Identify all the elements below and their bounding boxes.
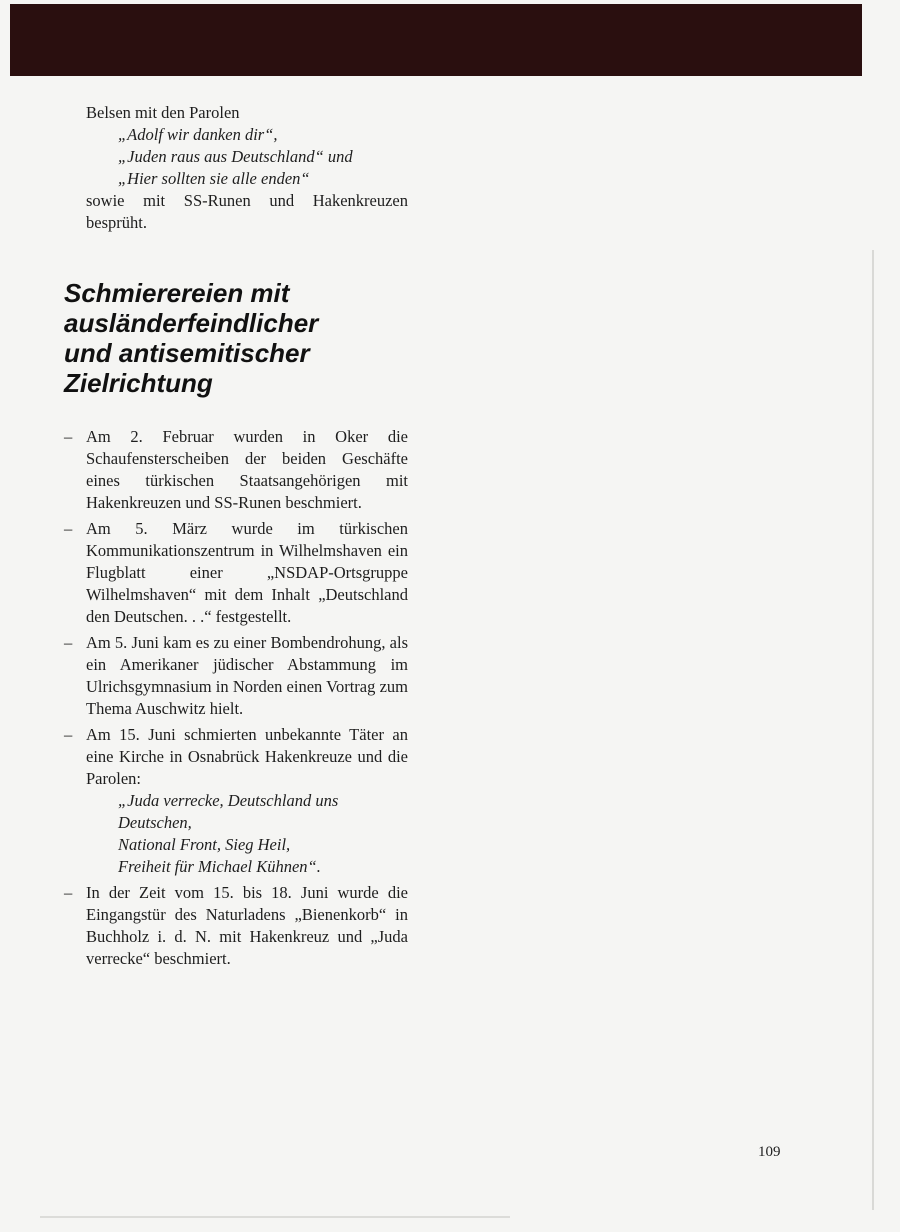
list-item (64, 426, 408, 514)
entry-quote-block (86, 790, 408, 878)
entry-quote-line: Freiheit für Michael Kühnen“. (118, 857, 321, 876)
heading-line: und antisemitischer (64, 338, 310, 368)
list-item (64, 518, 408, 628)
list-item (64, 882, 408, 970)
entry-text: Am 5. März wurde im türkischen Kommunikationszentrum in Wilhelmshaven ein Flugblatt einer „NSDAP-Ortsgruppe Wilhelmshaven“ mit dem Inhalt „Deutschland den Deutschen. . .“ festgestellt. (86, 519, 408, 626)
page-number: 109 (758, 1144, 781, 1160)
document-body (64, 102, 408, 974)
entry-text: Am 15. Juni schmierten unbekannte Täter an eine Kirche in Osnabrück Hakenkreuze und die Parolen: (86, 725, 408, 788)
page-edge-line (872, 250, 874, 1210)
top-dark-band (10, 4, 862, 76)
entry-text: Am 5. Juni kam es zu einer Bombendrohung, als ein Amerikaner jüdischer Abstammung im Ulrichsgymnasium in Norden einen Vortrag zum Thema Auschwitz hielt. (86, 633, 408, 718)
intro-line: Belsen mit den Parolen (86, 103, 240, 122)
entry-quote-line: „Juda verrecke, Deutschland uns Deutschen, (118, 791, 339, 832)
entry-quote-line: National Front, Sieg Heil, (118, 835, 291, 854)
intro-quote: „Hier sollten sie alle enden“ (118, 169, 310, 188)
list-dash: – (64, 633, 73, 652)
heading-line: ausländerfeindlicher (64, 308, 319, 338)
intro-closing: sowie mit SS-Runen und Hakenkreuzen besprüht. (86, 191, 408, 232)
heading-line: Schmierereien mit (64, 278, 290, 308)
intro-quote: „Juden raus aus Deutschland“ und (118, 147, 353, 166)
list-dash: – (64, 883, 73, 902)
list-dash: – (64, 519, 73, 538)
incident-list (64, 426, 408, 970)
entry-text: In der Zeit vom 15. bis 18. Juni wurde die Eingangstür des Naturladens „Bienenkorb“ in Buchholz i. d. N. mit Hakenkreuz und „Juda verrecke“ beschmiert. (86, 883, 408, 968)
list-dash: – (64, 725, 73, 744)
heading-line: Zielrichtung (64, 368, 213, 398)
bottom-edge-line (40, 1216, 510, 1218)
list-item (64, 724, 408, 878)
list-dash: – (64, 427, 73, 446)
intro-quote: „Adolf wir danken dir“, (118, 125, 278, 144)
section-heading (64, 278, 404, 398)
entry-text: Am 2. Februar wurden in Oker die Schaufensterscheiben der beiden Geschäfte eines türkischen Staatsangehörigen mit Hakenkreuzen und SS-Runen beschmiert. (86, 427, 408, 512)
list-item (64, 632, 408, 720)
intro-quotes (86, 124, 408, 190)
